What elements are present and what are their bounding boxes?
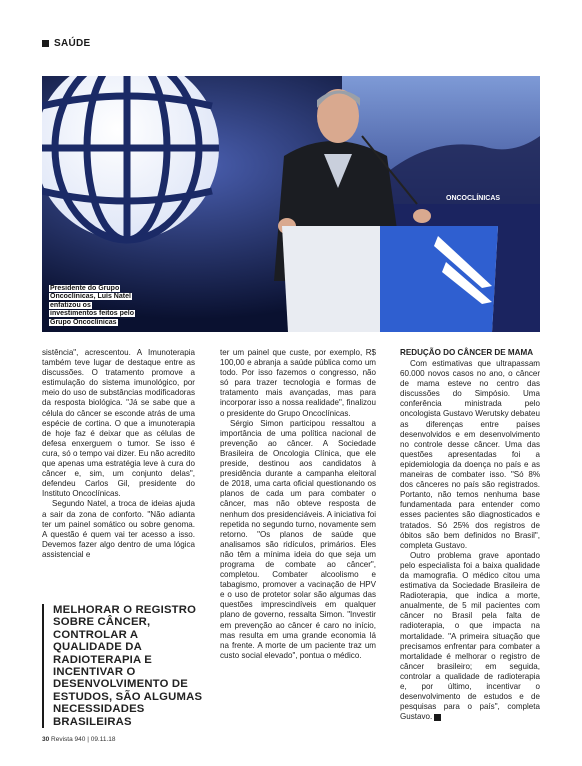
paragraph-text: Outro problema grave apontado pelo especialista foi a baixa qualidade da mamografia. O médico citou uma estimativa da Sociedade Brasileira de Radioterapia, que indica a morte, anualmente, de 5 mil pacientes com câncer no Brasil pela falta de radioterapia, o que impacta na mortalidade. "A primeira situação que precisamos enfrentar para combater a mortalidade é melhorar o registro de câncer brasileiro; em seguida, controlar a qualidade de radioterapia e, por último, incentivar o desenvolvimento de estudos e de pesquisas para o país", completa Gustavo.: [400, 550, 540, 722]
article-column-1: [42, 348, 195, 560]
screen-logo-text: ONCOCLÍNICAS: [446, 195, 501, 202]
podium: [282, 226, 498, 332]
page-number: 30: [42, 736, 50, 743]
section-title: SAÚDE: [54, 38, 91, 49]
paragraph: ter um painel que custe, por exemplo, R$ 100,00 e abranja a saúde pública como um todo. Por isso fazemos o congresso, não só para trazer tecnologia e formas de tratamento mais avançadas, mas para incorporar isso a nossa realidade", finalizou o presidente do Grupo Oncoclínicas.: [220, 348, 376, 418]
section-square-icon: [42, 40, 49, 47]
footer-separator: |: [87, 736, 89, 743]
issue-date: 09.11.18: [90, 736, 116, 743]
paragraph: Sérgio Simon participou ressaltou a importância de uma política nacional de prevenção ao câncer. A Sociedade Brasileira de Oncologia Clínica, que ele preside, destinou aos candidatos à presidência durante a campanha eleitoral de 2018, uma carta oficial questionando os planos de cada um para combater o câncer, mas não obteve resposta de nenhum dos presidenciáveis. A iniciativa foi repetida no segundo turno, novamente sem retorno. "Os planos de saúde que analisamos são ridículos, primários. Eles não têm a mínima ideia do que seja um programa de combate ao câncer", completou. Combater alcoolismo e tabagismo, promover a vacinação de HPV e o uso de protetor solar são algumas das questões imprescindíveis em qualquer plano de governo, ressalta Simon. "Investir em prevenção ao câncer é caro no início, mas resulta em uma grande economia lá na frente. A morte de um paciente traz um custo social elevado", pontua o médico.: [220, 418, 376, 660]
section-subhead: REDUÇÃO DO CÂNCER DE MAMA: [400, 348, 534, 357]
magazine-name: Revista 940: [51, 736, 86, 743]
paragraph: sistência", acrescentou. A Imunoterapia também teve lugar de destaque entre as discussões. O tratamento promove a estimulação do sistema imunológico, por meio do uso de substâncias modificadoras da resposta biológica. "Já se sabe que a célula do câncer se esconde atrás de uma espécie de cortina. O que a imunoterapia de hoje faz é deixar que as células de defesa enxerguem o tumor. Se isso é cura, só o tempo vai dizer. Eu não acredito que apenas uma estratégia leve à cura do câncer e, sim, um conjunto delas", defendeu Carlos Gil, presidente do Instituto Oncoclínicas.: [42, 348, 195, 499]
page-footer: [42, 736, 116, 743]
pull-quote: MELHORAR O REGISTRO SOBRE CÂNCER, CONTROLAR A QUALIDADE DA RADIOTERAPIA E INCENTIVAR O DESENVOLVIMENTO DE ESTUDOS, SÃO ALGUMAS NECESSIDADES BRASILEIRAS: [42, 604, 207, 728]
end-mark-icon: [434, 714, 441, 721]
article-column-2: [220, 348, 376, 661]
photo-caption: Presidente do Grupo Oncoclínicas, Luís Natel enfatizou os investimentos feitos pelo Grupo Oncoclínicas: [50, 285, 135, 326]
section-label: [42, 38, 91, 49]
paragraph: [400, 551, 540, 723]
article-column-3: [400, 348, 540, 722]
paragraph: Segundo Natel, a troca de ideias ajuda a sair da zona de conforto. "Não adianta ter um painel somático ou sobre genoma. A questão é quem vai ter acesso a isso. Devemos fazer algo dentro de uma lógica assistencial e: [42, 499, 195, 559]
paragraph: Com estimativas que ultrapassam 60.000 novos casos no ano, o câncer de mama esteve no centro das discussões do Simpósio. Uma conferência ministrada pelo oncologista Gustavo Werutsky debateu as diferenças entre países desenvolvidos e em desenvolvimento no controle desse câncer. Uma das questões apresentadas foi a epidemiologia da doença no país e as maneiras de combater isso. "Só 8% dos cânceres no país são registrados. Portanto, não temos nenhuma base fundamentada para entender como esses pacientes são diagnosticados e tratados. Só 25% dos registros de óbitos são bem definidos no Brasil", completa Gustavo.: [400, 359, 540, 550]
